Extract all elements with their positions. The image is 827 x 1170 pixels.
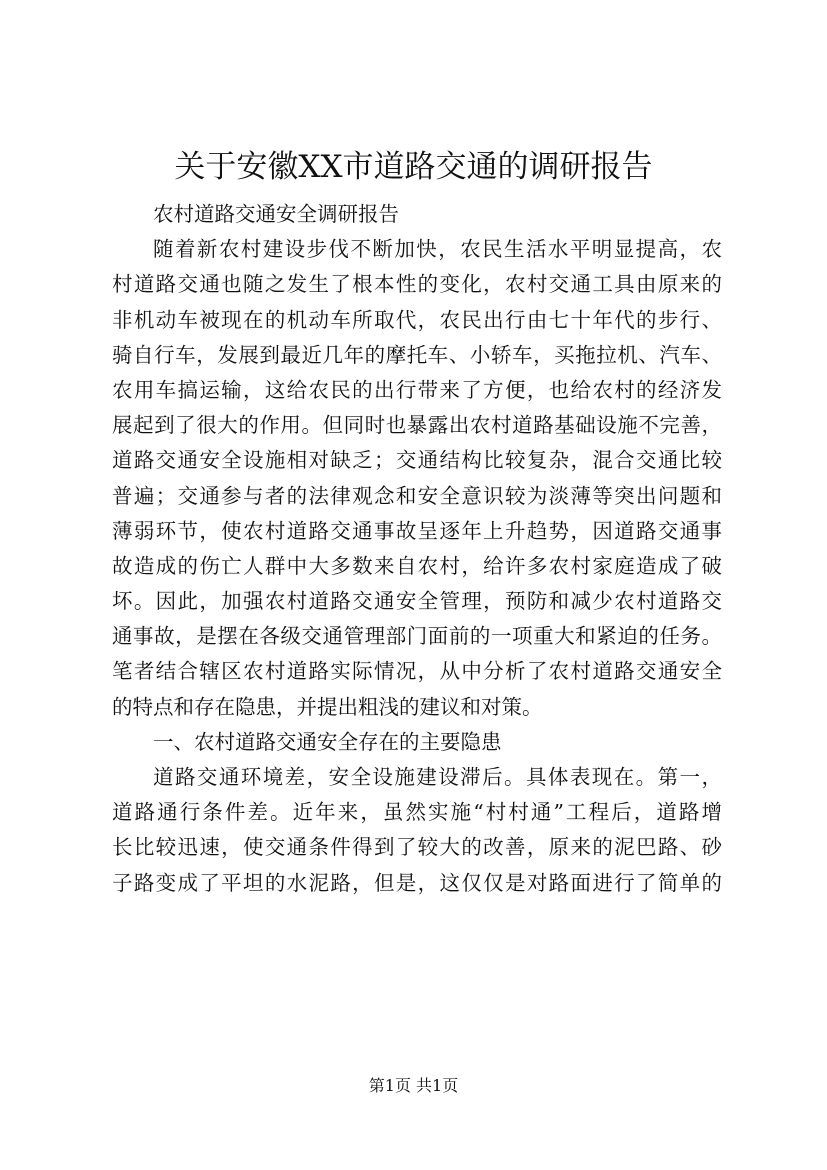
document-body <box>112 197 722 901</box>
text-line: 通事故，是摆在各级交通管理部门面前的一项重大和紧迫的任务。 <box>112 624 722 649</box>
text-line: 长比较迅速，使交通条件得到了较大的改善，原来的泥巴路、砂 <box>112 835 722 860</box>
text-line: 非机动车被现在的机动车所取代，农民出行由七十年代的步行、 <box>112 307 722 332</box>
text-line: 普遍；交通参与者的法律观念和安全意识较为淡薄等突出问题和 <box>112 483 722 508</box>
text-line: 道路通行条件差。近年来，虽然实施“村村通”工程后，道路增 <box>112 800 722 825</box>
text-line: 的特点和存在隐患，并提出粗浅的建议和对策。 <box>112 694 543 719</box>
text-line: 村道路交通也随之发生了根本性的变化，农村交通工具由原来的 <box>112 272 722 297</box>
text-line: 展起到了很大的作用。但同时也暴露出农村道路基础设施不完善， <box>112 413 722 438</box>
text-line: 笔者结合辖区农村道路实际情况，从中分析了农村道路交通安全 <box>112 659 722 684</box>
text-line: 子路变成了平坦的水泥路，但是，这仅仅是对路面进行了简单的 <box>112 870 722 895</box>
document-title: 关于安徽XX市道路交通的调研报告 <box>174 149 653 185</box>
text-line: 道路交通环境差，安全设施建设滞后。具体表现在。第一， <box>153 765 722 789</box>
text-line: 一、农村道路交通安全存在的主要隐患 <box>153 729 502 754</box>
text-line: 故造成的伤亡人群中大多数来自农村，给许多农村家庭造成了破 <box>112 553 722 578</box>
text-line: 坏。因此，加强农村道路交通安全管理，预防和减少农村道路交 <box>112 589 722 614</box>
text-line: 随着新农村建设步伐不断加快，农民生活水平明显提高，农 <box>153 237 722 262</box>
text-line: 薄弱环节，使农村道路交通事故呈逐年上升趋势，因道路交通事 <box>112 518 722 543</box>
text-line: 农村道路交通安全调研报告 <box>153 202 399 226</box>
text-line: 骑自行车，发展到最近几年的摩托车、小轿车，买拖拉机、汽车、 <box>112 342 722 367</box>
page-footer: 第1页 共1页 <box>368 1076 459 1095</box>
text-line: 农用车搞运输，这给农民的出行带来了方便，也给农村的经济发 <box>112 377 722 402</box>
text-line: 道路交通安全设施相对缺乏；交通结构比较复杂，混合交通比较 <box>112 448 722 473</box>
